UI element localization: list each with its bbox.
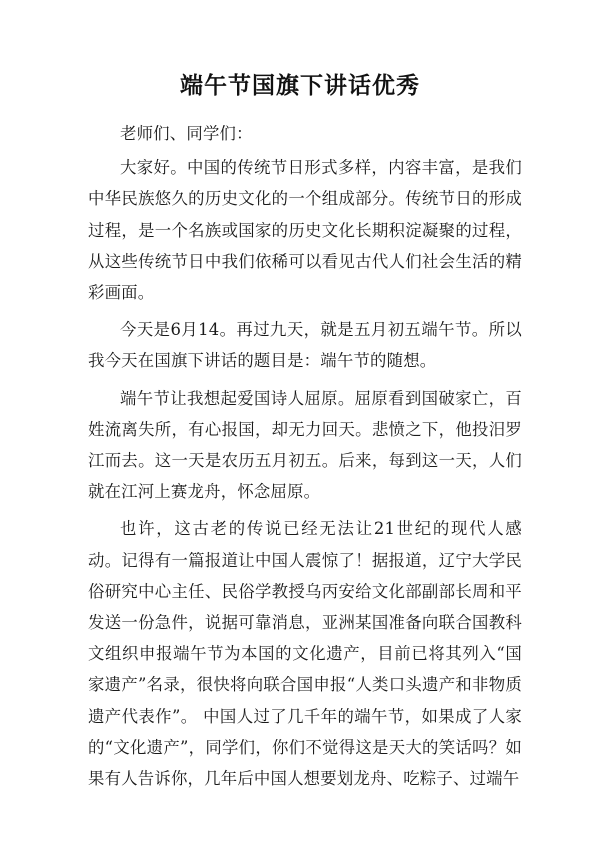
page-title: 端午节国旗下讲话优秀 <box>180 72 420 99</box>
paragraph-4: 也许，这古老的传说已经无法让21世纪的现代人感动。记得有一篇报道让中国人震惊了！据报道，辽宁大学民俗研究中心主任、民俗学教授乌丙安给文化部副部长周和平发送一份急件，说据可靠消息，亚洲某国准备向联合国教科文组织申报端午节为本国的文化遗产，目前已将其列入“国家遗产”名录，很快将向联合国申报“人类口头遗产和非物质遗产代表作”。 中国人过了几千年的端午节，如果成了人家的“文化遗产”，同学们，你们不觉得这是天大的笑话吗？如果有人告诉你，几年后中国人想要划龙舟、吃粽子、过端午 <box>88 519 522 789</box>
paragraph-2: 今天是6月14。再过九天，就是五月初五端午节。所以我今天在国旗下讲话的题目是：端午节的随想。 <box>88 320 522 371</box>
document-body <box>88 118 522 800</box>
paragraph-1: 大家好。中国的传统节日形式多样，内容丰富，是我们中华民族悠久的历史文化的一个组成部分。传统节日的形成过程，是一个名族或国家的历史文化长期积淀凝聚的过程，从这些传统节日中我们依稀可以看见古代人们社会生活的精彩画面。 <box>88 158 522 303</box>
paragraph-3: 端午节让我想起爱国诗人屈原。屈原看到国破家亡，百姓流离失所，有心报国，却无力回天。悲愤之下，他投汨罗江而去。这一天是农历五月初五。后来，每到这一天，人们就在江河上赛龙舟，怀念屈原。 <box>88 388 522 502</box>
salutation: 老师们、同学们： <box>120 124 253 143</box>
